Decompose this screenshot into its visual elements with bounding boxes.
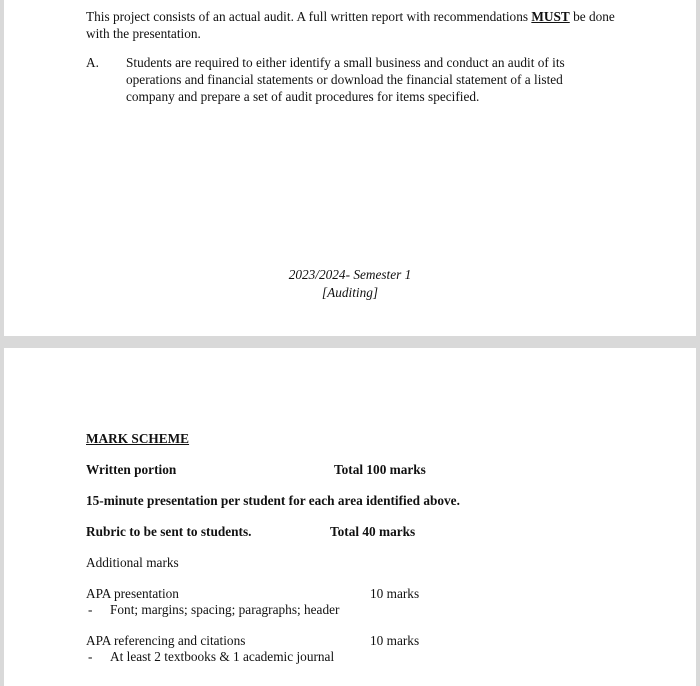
- intro-text-end: be done with the presentation.: [86, 9, 615, 41]
- apa-presentation-marks: 10 marks: [370, 586, 420, 601]
- written-portion-total: Total 100 marks: [334, 462, 426, 477]
- document-page-1: [4, 0, 696, 336]
- section-text: Students are required to either identify a small business and conduct an audit of its operations and financial statements or download the financial statement of a listed company and prepare a set of audit procedures for items specified.: [126, 55, 565, 104]
- rubric-total: Total 40 marks: [330, 524, 416, 539]
- intro-paragraph: [86, 8, 616, 42]
- apa-presentation-detail-text: Font; margins; spacing; paragraphs; header: [110, 602, 340, 617]
- footer-semester: 2023/2024- Semester 1: [288, 267, 412, 282]
- apa-referencing-detail-text: At least 2 textbooks & 1 academic journal: [110, 649, 335, 664]
- mark-scheme-heading: MARK SCHEME: [86, 431, 190, 446]
- bullet-dash: -: [88, 649, 93, 664]
- bullet-dash: -: [88, 602, 93, 617]
- additional-marks-label: Additional marks: [86, 555, 179, 570]
- apa-presentation-detail: [88, 601, 339, 618]
- footer-course: [Auditing]: [321, 285, 379, 300]
- document-page-2: [4, 348, 696, 686]
- apa-referencing-marks: 10 marks: [370, 633, 420, 648]
- apa-referencing-detail: [88, 648, 334, 665]
- apa-referencing-label: APA referencing and citations: [86, 633, 246, 648]
- apa-presentation-label: APA presentation: [86, 586, 179, 601]
- rubric-label: Rubric to be sent to students.: [86, 524, 252, 539]
- intro-text: This project consists of an actual audit. A full written report with recommendations: [86, 9, 532, 24]
- presentation-line: 15-minute presentation per student for each area identified above.: [86, 493, 460, 508]
- section-letter: A.: [86, 55, 99, 70]
- intro-emphasis: MUST: [531, 9, 570, 24]
- written-portion-label: Written portion: [86, 462, 177, 477]
